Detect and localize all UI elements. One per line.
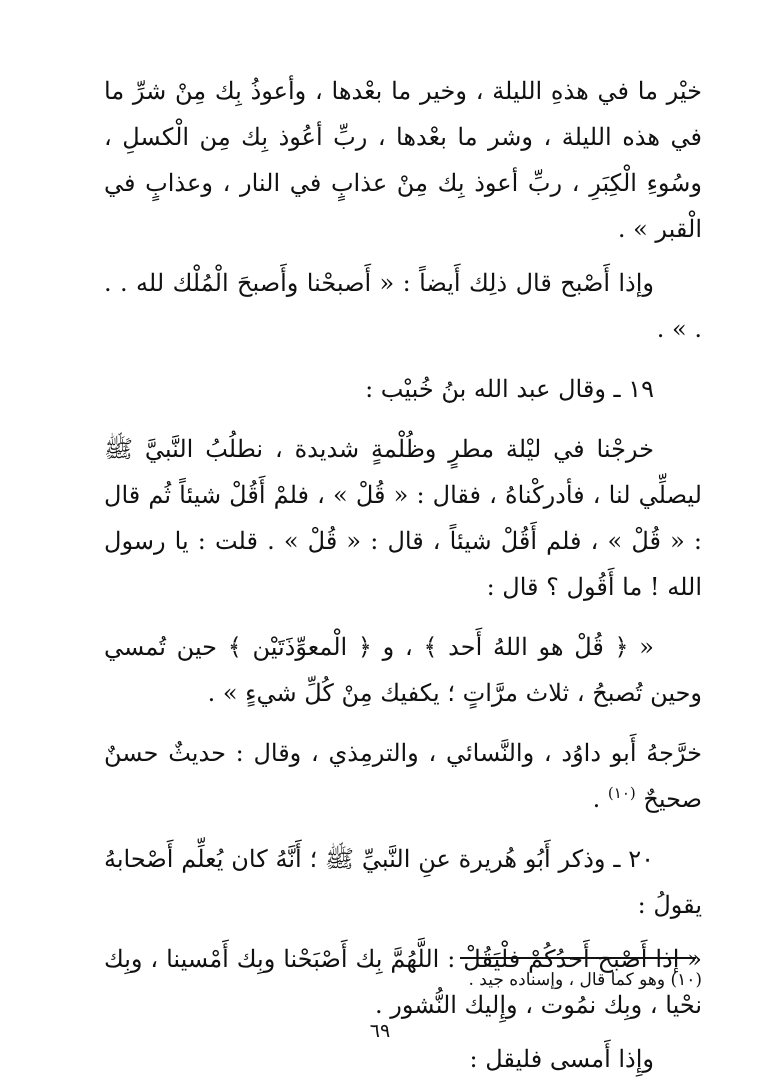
page-number: ٦٩ — [369, 1020, 391, 1042]
hadith-20-heading: ٢٠ ـ وذكر أَبُو هُريرة عنِ النَّبيِّ ﷺ ؛ أَنَّهُ كان يُعلِّم أَصْحابهُ يقولُ : — [104, 845, 702, 919]
paragraph-5: « ﴿ قُلْ هو اللهُ أَحد ﴾ ، و ﴿ الْمعوِّذَتَيْن ﴾ حين تُمسي وحين تُصبحُ ، ثلاث مرَّاتٍ ؛ يكفيك مِنْ كُلِّ شيءٍ » . — [104, 633, 702, 707]
footnote-separator — [460, 957, 696, 959]
footnote: (١٠) وهو كما قال ، وإسناده جيد . — [468, 970, 702, 990]
footnote-reference: (١٠) — [607, 784, 636, 802]
paragraph-2: وإذا أَصْبح قال ذلِك أَيضاً : « أَصبحْنا وأَصبحَ الْمُلْك لله . . . » . — [104, 269, 702, 343]
paragraph-4: خرجْنا في ليْلة مطرٍ وظُلْمةٍ شديدة ، نطلُبُ النَّبيَّ ﷺ ليصلِّي لنا ، فأدركْناهُ ، فقال : « قُلْ » ، فلمْ أَقُلْ شيئاً ثُم قال : « قُلْ » ، فلم أَقُلْ شيئاً ، قال : « قُلْ » . قلت : يا رسول الله ! ما أَقُول ؟ قال : — [104, 435, 703, 601]
main-text — [104, 68, 702, 1082]
paragraph-8: « إذا أَصْبح أَحدُكُمْ فلْيَقُلْ : اللَّهُمَّ بِك أَصْبَحْنا وبِك أَمْسينا ، وبِك نحْيا ، وبِك نمُوت ، وإِليك النُّشور . — [104, 945, 702, 1019]
hadith-19-heading: ١٩ ـ وقال عبد الله بنُ خُبيْب : — [365, 375, 654, 403]
paragraph-6 — [104, 730, 702, 822]
paragraph-6-end: . — [592, 785, 601, 813]
paragraph-1: خيْر ما في هذهِ الليلة ، وخير ما بعْدها ، وأعوذُ بِك مِنْ شرِّ ما في هذه الليلة ، وشر ما بعْدها ، ربِّ أعُوذ بِك مِن الْكسلِ ، وسُوءِ الْكِبَرِ ، ربِّ أعوذ بِك مِنْ عذابٍ في النار ، وعذابٍ في الْقبر » . — [104, 77, 702, 243]
paragraph-6-text: خرَّجهُ أَبو داوُد ، والنَّسائي ، والترمِذي ، وقال : حديثٌ حسنٌ صحيحٌ — [104, 739, 703, 813]
paragraph-9: وإِذا أَمسى فليقل : — [469, 1045, 654, 1073]
